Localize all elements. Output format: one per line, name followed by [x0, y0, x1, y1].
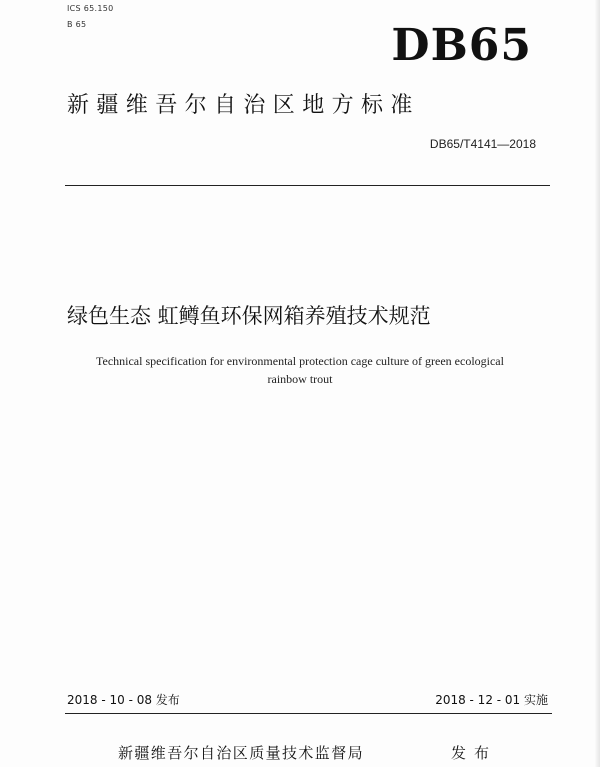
implementation-date: 2018 - 12 - 01 实施 [435, 693, 548, 707]
bottom-divider [65, 713, 552, 714]
top-divider [65, 185, 550, 186]
title-english [55, 352, 545, 388]
title-english-line-1: Technical specification for environmental protection cage culture of green ecological [96, 354, 504, 368]
scan-edge-shadow [594, 0, 600, 767]
db65-logo: DB65 [391, 20, 532, 71]
ics-code: ICS 65.150 [67, 4, 114, 13]
title-english-line-2: rainbow trout [267, 372, 333, 386]
issuer-action: 发布 [451, 744, 498, 762]
issue-date: 2018 - 10 - 08 发布 [67, 693, 180, 707]
issuing-authority: 新疆维吾尔自治区质量技术监督局 [118, 744, 365, 762]
title-chinese: 绿色生态 虹鳟鱼环保网箱养殖技术规范 [67, 304, 431, 328]
ccs-code: B 65 [67, 20, 87, 29]
standard-type-heading: 新疆维吾尔自治区地方标准 [67, 93, 420, 118]
standard-number: DB65/T4141—2018 [429, 137, 536, 151]
